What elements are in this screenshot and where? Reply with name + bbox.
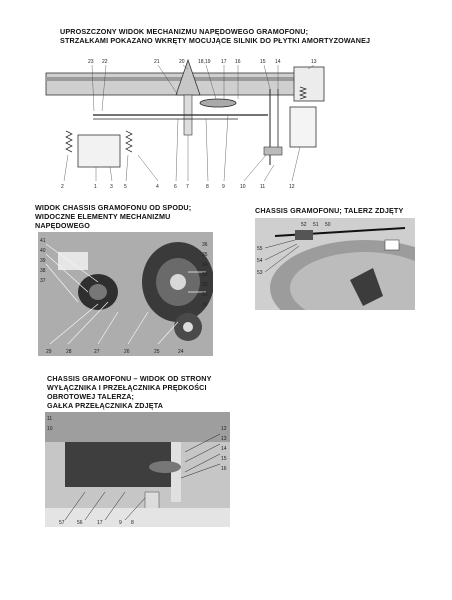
photo3-label-10: 10	[47, 426, 53, 432]
label-11: 11	[260, 184, 266, 190]
drive-mechanism-svg	[38, 55, 338, 195]
chassis-plate	[46, 73, 296, 95]
base-plate	[45, 508, 230, 527]
idler-wheel	[200, 99, 236, 107]
photo2-label-50: 50	[325, 222, 331, 228]
photo1-label-35: 35	[202, 252, 208, 258]
photo2-label-54: 54	[257, 258, 263, 264]
tonearm-base	[295, 230, 313, 240]
chassis-platter-svg	[255, 218, 415, 310]
caption-chassis-bottom	[35, 203, 191, 230]
photo3-label-56: 56	[77, 520, 83, 526]
label-9: 9	[222, 184, 225, 190]
label-21: 21	[154, 59, 160, 65]
caption-chassis-platter-line-1: CHASSIS GRAMOFONU; TALERZ ZDJĘTY	[255, 206, 404, 215]
label-12: 12	[289, 184, 295, 190]
label-5: 5	[124, 184, 127, 190]
label-8: 8	[206, 184, 209, 190]
photo1-label-27: 27	[94, 349, 100, 355]
caption-top	[60, 27, 370, 45]
chassis-bottom-photo	[38, 232, 213, 356]
photo3-label-12: 12	[221, 426, 227, 432]
label-1: 1	[94, 184, 97, 190]
chassis-platter-photo	[255, 218, 415, 310]
caption-chassis-bottom-line-2: WIDOCZNE ELEMENTY MECHANIZMU	[35, 212, 171, 221]
label-23: 23	[88, 59, 94, 65]
caption-chassis-side-line-2: WYŁĄCZNIKA I PRZEŁĄCZNIKA PRĘDKOŚCI	[47, 383, 207, 392]
photo1-label-24: 24	[178, 349, 184, 355]
photo3-label-13: 13	[221, 436, 227, 442]
motor	[78, 135, 120, 167]
chassis-side-photo	[45, 412, 230, 527]
chassis-bottom-svg	[38, 232, 213, 356]
top-deck	[45, 412, 230, 442]
photo3-label-14: 14	[221, 446, 227, 452]
photo1-label-31: 31	[202, 292, 208, 298]
photo2-label-52: 52	[301, 222, 307, 228]
caption-chassis-side	[47, 374, 212, 410]
small-window	[385, 240, 399, 250]
caption-chassis-side-line-1: CHASSIS GRAMOFONU – WIDOK OD STRONY	[47, 374, 212, 383]
switch-block	[290, 107, 316, 147]
caption-top-line-2: STRZAŁKAMI POKAZANO WKRĘTY MOCUJĄCE SILNIK DO PŁYTKI AMORTYZOWANEJ	[60, 36, 371, 45]
photo1-label-41: 41	[40, 238, 46, 244]
label-22: 22	[102, 59, 108, 65]
label-17: 17	[221, 59, 227, 65]
label-20: 20	[179, 59, 185, 65]
photo1-label-26: 26	[124, 349, 130, 355]
right-bracket	[294, 67, 324, 101]
photo1-label-33: 33	[202, 272, 208, 278]
photo2-label-51: 51	[313, 222, 319, 228]
photo1-label-34: 34	[202, 262, 208, 268]
photo1-label-39: 39	[40, 258, 46, 264]
photo3-label-8: 8	[131, 520, 134, 526]
label-15: 15	[260, 59, 266, 65]
photo3-label-57: 57	[59, 520, 65, 526]
caption-chassis-platter	[255, 206, 403, 215]
caption-chassis-bottom-line-3: NAPĘDOWEGO	[35, 221, 91, 230]
label-3: 3	[110, 184, 113, 190]
photo3-label-15: 15	[221, 456, 227, 462]
label-2: 2	[61, 184, 64, 190]
photo1-label-32: 32	[202, 282, 208, 288]
photo1-label-25: 25	[154, 349, 160, 355]
photo3-label-17: 17	[97, 520, 103, 526]
caption-chassis-side-line-3: OBROTOWEJ TALERZA;	[47, 392, 135, 401]
speed-switch	[149, 461, 181, 473]
label-6: 6	[174, 184, 177, 190]
photo2-label-55: 55	[257, 246, 263, 252]
label-14: 14	[275, 59, 281, 65]
photo1-label-40: 40	[40, 248, 46, 254]
label-16: 16	[235, 59, 241, 65]
photo1-label-36: 36	[202, 242, 208, 248]
photo1-label-28: 28	[66, 349, 72, 355]
photo1-label-30: 30	[202, 302, 208, 308]
label-7: 7	[186, 184, 189, 190]
photo2-label-53: 53	[257, 270, 263, 276]
photo3-label-16: 16	[221, 466, 227, 472]
caption-chassis-side-line-4: GAŁKA PRZEŁĄCZNIKA ZDJĘTA	[47, 401, 164, 410]
caption-chassis-bottom-line-1: WIDOK CHASSIS GRAMOFONU OD SPODU;	[35, 203, 192, 212]
bracket-light	[58, 252, 88, 270]
photo1-label-29: 29	[46, 349, 52, 355]
label-4: 4	[156, 184, 159, 190]
drive-mechanism-diagram	[38, 55, 338, 195]
linkage-block	[264, 147, 282, 155]
photo3-label-11: 11	[47, 416, 53, 422]
photo1-label-38: 38	[40, 268, 46, 274]
caption-top-line-1: UPROSZCZONY WIDOK MECHANIZMU NAPĘDOWEGO GRAMOFONU;	[60, 27, 309, 36]
chassis-plate-shade	[46, 77, 296, 81]
chassis-side-svg	[45, 412, 230, 527]
photo1-label-37: 37	[40, 278, 46, 284]
label-10: 10	[240, 184, 246, 190]
label-18-19: 18,19	[198, 59, 211, 65]
label-13: 13	[311, 59, 317, 65]
photo3-label-9: 9	[119, 520, 122, 526]
